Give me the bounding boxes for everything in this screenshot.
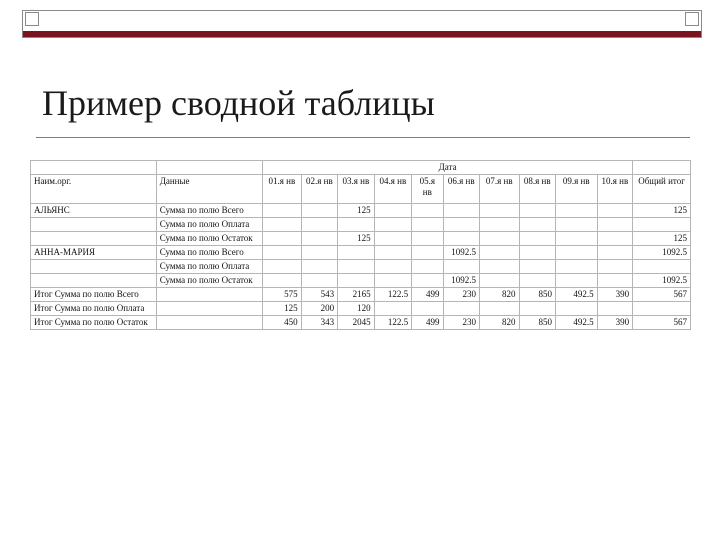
- table-row: [31, 316, 691, 330]
- value-cell: 122.5: [374, 316, 412, 330]
- pivot-table: [30, 160, 691, 330]
- value-cell: 125: [263, 302, 302, 316]
- value-cell: 125: [633, 204, 691, 218]
- value-cell: 850: [519, 288, 555, 302]
- data-field-cell: Сумма по полю Всего: [156, 204, 262, 218]
- value-cell: [301, 260, 337, 274]
- value-cell: [374, 302, 412, 316]
- value-cell: [556, 246, 598, 260]
- value-cell: [338, 246, 374, 260]
- value-cell: [338, 218, 374, 232]
- value-cell: [519, 246, 555, 260]
- value-cell: [556, 204, 598, 218]
- value-cell: 125: [338, 204, 374, 218]
- value-cell: 2165: [338, 288, 374, 302]
- checkbox-square-icon: [25, 12, 39, 26]
- value-cell: 1092.5: [443, 274, 479, 288]
- table-row: [31, 260, 691, 274]
- value-cell: 820: [480, 316, 520, 330]
- value-cell: [263, 204, 302, 218]
- org-name-cell: [31, 218, 157, 232]
- table-super-header-row: [31, 161, 691, 175]
- value-cell: [519, 204, 555, 218]
- value-cell: [374, 232, 412, 246]
- column-header[interactable]: 10.я нв: [597, 175, 633, 204]
- value-cell: [556, 218, 598, 232]
- slide-title: Пример сводной таблицы: [42, 83, 435, 123]
- slide-top-bar: [22, 10, 702, 38]
- value-cell: [443, 232, 479, 246]
- value-cell: [556, 274, 598, 288]
- value-cell: [412, 260, 443, 274]
- value-cell: [597, 246, 633, 260]
- value-cell: [263, 260, 302, 274]
- value-cell: [519, 302, 555, 316]
- value-cell: [633, 260, 691, 274]
- value-cell: [443, 218, 479, 232]
- org-name-cell: АЛЬЯНС: [31, 204, 157, 218]
- column-header[interactable]: Общий итог: [633, 175, 691, 204]
- accent-band: [23, 31, 701, 37]
- title-divider: [36, 137, 690, 138]
- value-cell: [263, 218, 302, 232]
- value-cell: 543: [301, 288, 337, 302]
- value-cell: [633, 302, 691, 316]
- value-cell: [597, 302, 633, 316]
- column-header[interactable]: Наим.орг.: [31, 175, 157, 204]
- value-cell: [338, 274, 374, 288]
- org-name-cell: Итог Сумма по полю Оплата: [31, 302, 157, 316]
- data-field-cell: [156, 316, 262, 330]
- org-name-cell: Итог Сумма по полю Всего: [31, 288, 157, 302]
- data-field-cell: Сумма по полю Всего: [156, 246, 262, 260]
- value-cell: 450: [263, 316, 302, 330]
- value-cell: [412, 302, 443, 316]
- value-cell: [480, 232, 520, 246]
- value-cell: [480, 218, 520, 232]
- value-cell: [301, 218, 337, 232]
- value-cell: 120: [338, 302, 374, 316]
- value-cell: 567: [633, 316, 691, 330]
- value-cell: [374, 274, 412, 288]
- value-cell: [519, 218, 555, 232]
- column-header[interactable]: 08.я нв: [519, 175, 555, 204]
- value-cell: 499: [412, 288, 443, 302]
- value-cell: [412, 204, 443, 218]
- value-cell: [556, 260, 598, 274]
- value-cell: [480, 302, 520, 316]
- value-cell: 390: [597, 316, 633, 330]
- value-cell: 575: [263, 288, 302, 302]
- column-header[interactable]: 02.я нв: [301, 175, 337, 204]
- column-header[interactable]: 05.я нв: [412, 175, 443, 204]
- table-row: [31, 288, 691, 302]
- value-cell: [519, 274, 555, 288]
- value-cell: [412, 274, 443, 288]
- value-cell: [480, 246, 520, 260]
- value-cell: 343: [301, 316, 337, 330]
- column-header[interactable]: 04.я нв: [374, 175, 412, 204]
- data-field-cell: Сумма по полю Остаток: [156, 232, 262, 246]
- org-name-cell: [31, 260, 157, 274]
- value-cell: [519, 232, 555, 246]
- value-cell: [301, 274, 337, 288]
- table-row: [31, 218, 691, 232]
- data-field-cell: [156, 302, 262, 316]
- column-header[interactable]: Данные: [156, 175, 262, 204]
- value-cell: [412, 246, 443, 260]
- value-cell: [443, 302, 479, 316]
- value-cell: [301, 246, 337, 260]
- value-cell: [556, 232, 598, 246]
- value-cell: [263, 246, 302, 260]
- value-cell: 850: [519, 316, 555, 330]
- org-name-cell: [31, 274, 157, 288]
- value-cell: 125: [633, 232, 691, 246]
- value-cell: [480, 274, 520, 288]
- value-cell: [374, 246, 412, 260]
- value-cell: [412, 218, 443, 232]
- column-header[interactable]: 03.я нв: [338, 175, 374, 204]
- value-cell: [633, 218, 691, 232]
- org-name-cell: Итог Сумма по полю Остаток: [31, 316, 157, 330]
- value-cell: [480, 204, 520, 218]
- value-cell: [597, 218, 633, 232]
- value-cell: 567: [633, 288, 691, 302]
- value-cell: [374, 204, 412, 218]
- value-cell: 230: [443, 288, 479, 302]
- column-header[interactable]: 06.я нв: [443, 175, 479, 204]
- date-field-header[interactable]: Дата: [263, 161, 633, 175]
- column-header[interactable]: 07.я нв: [480, 175, 520, 204]
- table-row: [31, 302, 691, 316]
- column-header[interactable]: 09.я нв: [556, 175, 598, 204]
- value-cell: 820: [480, 288, 520, 302]
- value-cell: [519, 260, 555, 274]
- value-cell: [338, 260, 374, 274]
- value-cell: [480, 260, 520, 274]
- value-cell: 1092.5: [633, 274, 691, 288]
- data-field-cell: Сумма по полю Оплата: [156, 260, 262, 274]
- value-cell: 1092.5: [443, 246, 479, 260]
- column-header[interactable]: 01.я нв: [263, 175, 302, 204]
- value-cell: [443, 204, 479, 218]
- value-cell: [301, 204, 337, 218]
- value-cell: 122.5: [374, 288, 412, 302]
- data-field-cell: Сумма по полю Остаток: [156, 274, 262, 288]
- value-cell: [597, 232, 633, 246]
- table-row: [31, 246, 691, 260]
- value-cell: 390: [597, 288, 633, 302]
- checkbox-square-icon: [685, 12, 699, 26]
- value-cell: [412, 232, 443, 246]
- value-cell: [597, 274, 633, 288]
- value-cell: [556, 302, 598, 316]
- value-cell: 200: [301, 302, 337, 316]
- data-field-cell: Сумма по полю Оплата: [156, 218, 262, 232]
- value-cell: 2045: [338, 316, 374, 330]
- table-row: [31, 274, 691, 288]
- value-cell: [301, 232, 337, 246]
- value-cell: [443, 260, 479, 274]
- value-cell: [597, 260, 633, 274]
- value-cell: [374, 260, 412, 274]
- value-cell: 1092.5: [633, 246, 691, 260]
- value-cell: [597, 204, 633, 218]
- value-cell: 230: [443, 316, 479, 330]
- value-cell: 492.5: [556, 288, 598, 302]
- value-cell: 125: [338, 232, 374, 246]
- table-header-row: [31, 175, 691, 204]
- org-name-cell: [31, 232, 157, 246]
- org-name-cell: АННА-МАРИЯ: [31, 246, 157, 260]
- value-cell: 499: [412, 316, 443, 330]
- value-cell: [263, 274, 302, 288]
- data-field-cell: [156, 288, 262, 302]
- table-row: [31, 204, 691, 218]
- value-cell: [263, 232, 302, 246]
- value-cell: 492.5: [556, 316, 598, 330]
- value-cell: [374, 218, 412, 232]
- table-row: [31, 232, 691, 246]
